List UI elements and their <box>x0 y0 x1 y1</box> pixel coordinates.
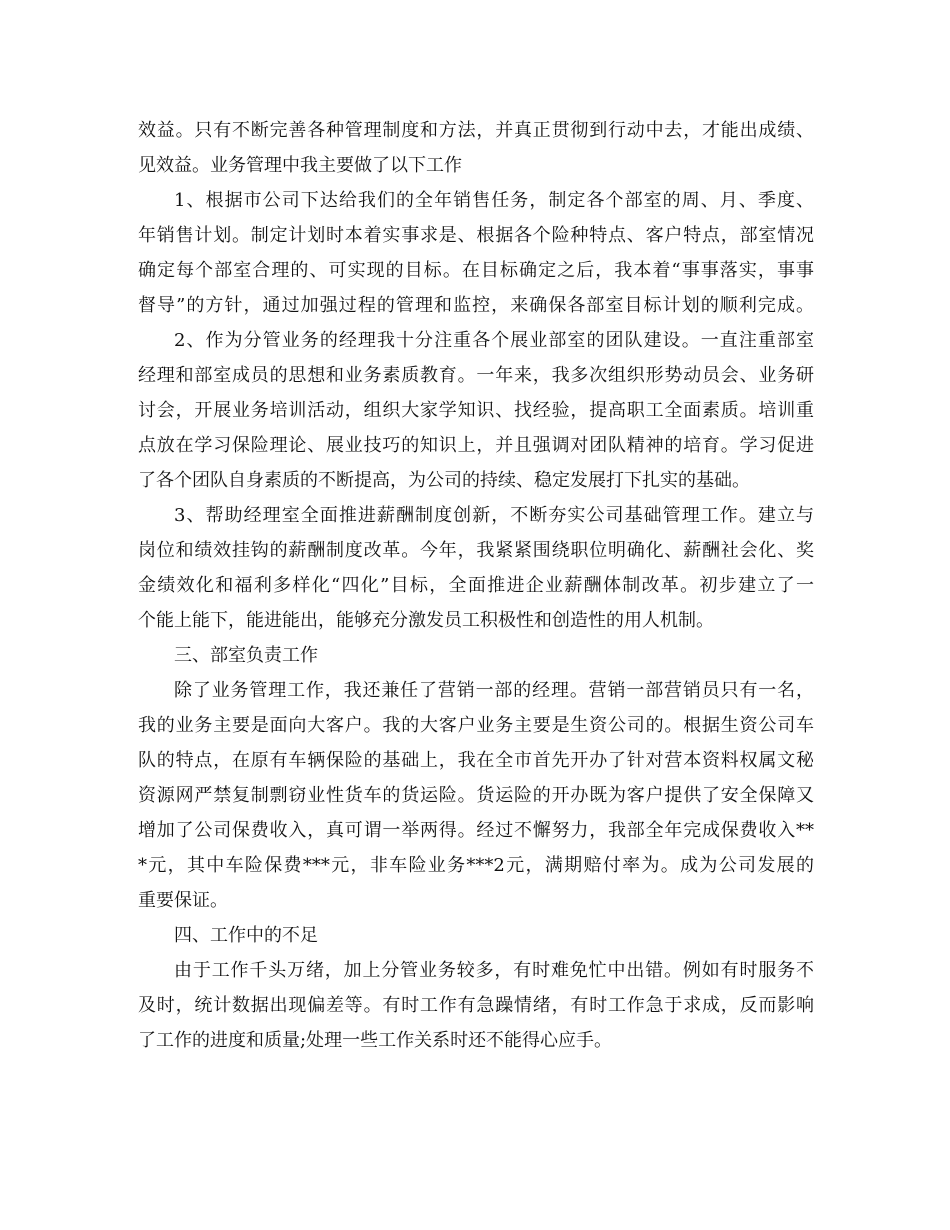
text-line: 资源网严禁复制剽窃业性货车的货运险。货运险的开办既为客户提供了安全保障又 <box>138 785 814 806</box>
text-line: 我的业务主要是面向大客户。我的大客户业务主要是生资公司的。根据生资公司车 <box>138 715 814 736</box>
text-line: 确定每个部室合理的、可实现的目标。在目标确定之后，我本着“事事落实，事事 <box>138 260 814 281</box>
section-heading: 三、部室负责工作 <box>174 645 318 666</box>
document-body <box>138 113 814 1058</box>
text-line: 了各个团队自身素质的不断提高，为公司的持续、稳定发展打下扎实的基础。 <box>138 470 750 491</box>
paragraph-start-line: 1、根据市公司下达给我们的全年销售任务，制定各个部室的周、月、季度、 <box>174 190 814 211</box>
paragraph-start-line: 3、帮助经理室全面推进薪酬制度创新，不断夯实公司基础管理工作。建立与 <box>174 505 814 526</box>
text-line: 金绩效化和福利多样化“四化”目标，全面推进企业薪酬体制改革。初步建立了一 <box>138 575 814 596</box>
text-line: 督导”的方针，通过加强过程的管理和监控，来确保各部室目标计划的顺利完成。 <box>138 295 814 316</box>
text-line: 岗位和绩效挂钩的薪酬制度改革。今年，我紧紧围绕职位明确化、薪酬社会化、奖 <box>138 540 814 561</box>
text-line: 了工作的进度和质量;处理一些工作关系时还不能得心应手。 <box>138 1030 613 1051</box>
text-line: 年销售计划。制定计划时本着实事求是、根据各个险种特点、客户特点，部室情况 <box>138 225 814 246</box>
text-line: 及时，统计数据出现偏差等。有时工作有急躁情绪，有时工作急于求成，反而影响 <box>138 995 814 1016</box>
text-line: 见效益。业务管理中我主要做了以下工作 <box>138 155 462 176</box>
paragraph-start-line: 2、作为分管业务的经理我十分注重各个展业部室的团队建设。一直注重部室 <box>174 330 814 351</box>
text-line: 效益。只有不断完善各种管理制度和方法，并真正贯彻到行动中去，才能出成绩、 <box>138 120 814 141</box>
text-line: *元，其中车险保费***元，非车险业务***2元，满期赔付率为。成为公司发展的 <box>138 855 814 876</box>
text-line: 讨会，开展业务培训活动，组织大家学知识、找经验，提高职工全面素质。培训重 <box>138 400 814 421</box>
text-line: 经理和部室成员的思想和业务素质教育。一年来，我多次组织形势动员会、业务研 <box>138 365 814 386</box>
section-heading: 四、工作中的不足 <box>174 925 318 946</box>
text-line: 个能上能下，能进能出，能够充分激发员工积极性和创造性的用人机制。 <box>138 610 714 631</box>
text-line: 重要保证。 <box>138 890 228 911</box>
text-line: 点放在学习保险理论、展业技巧的知识上，并且强调对团队精神的培育。学习促进 <box>138 435 814 456</box>
paragraph-start-line: 除了业务管理工作，我还兼任了营销一部的经理。营销一部营销员只有一名， <box>174 680 814 701</box>
text-line: 队的特点，在原有车辆保险的基础上，我在全市首先开办了针对营本资料权属文秘 <box>138 750 814 771</box>
text-line: 增加了公司保费收入，真可谓一举两得。经过不懈努力，我部全年完成保费收入** <box>138 820 814 841</box>
paragraph-start-line: 由于工作千头万绪，加上分管业务较多，有时难免忙中出错。例如有时服务不 <box>174 960 814 981</box>
